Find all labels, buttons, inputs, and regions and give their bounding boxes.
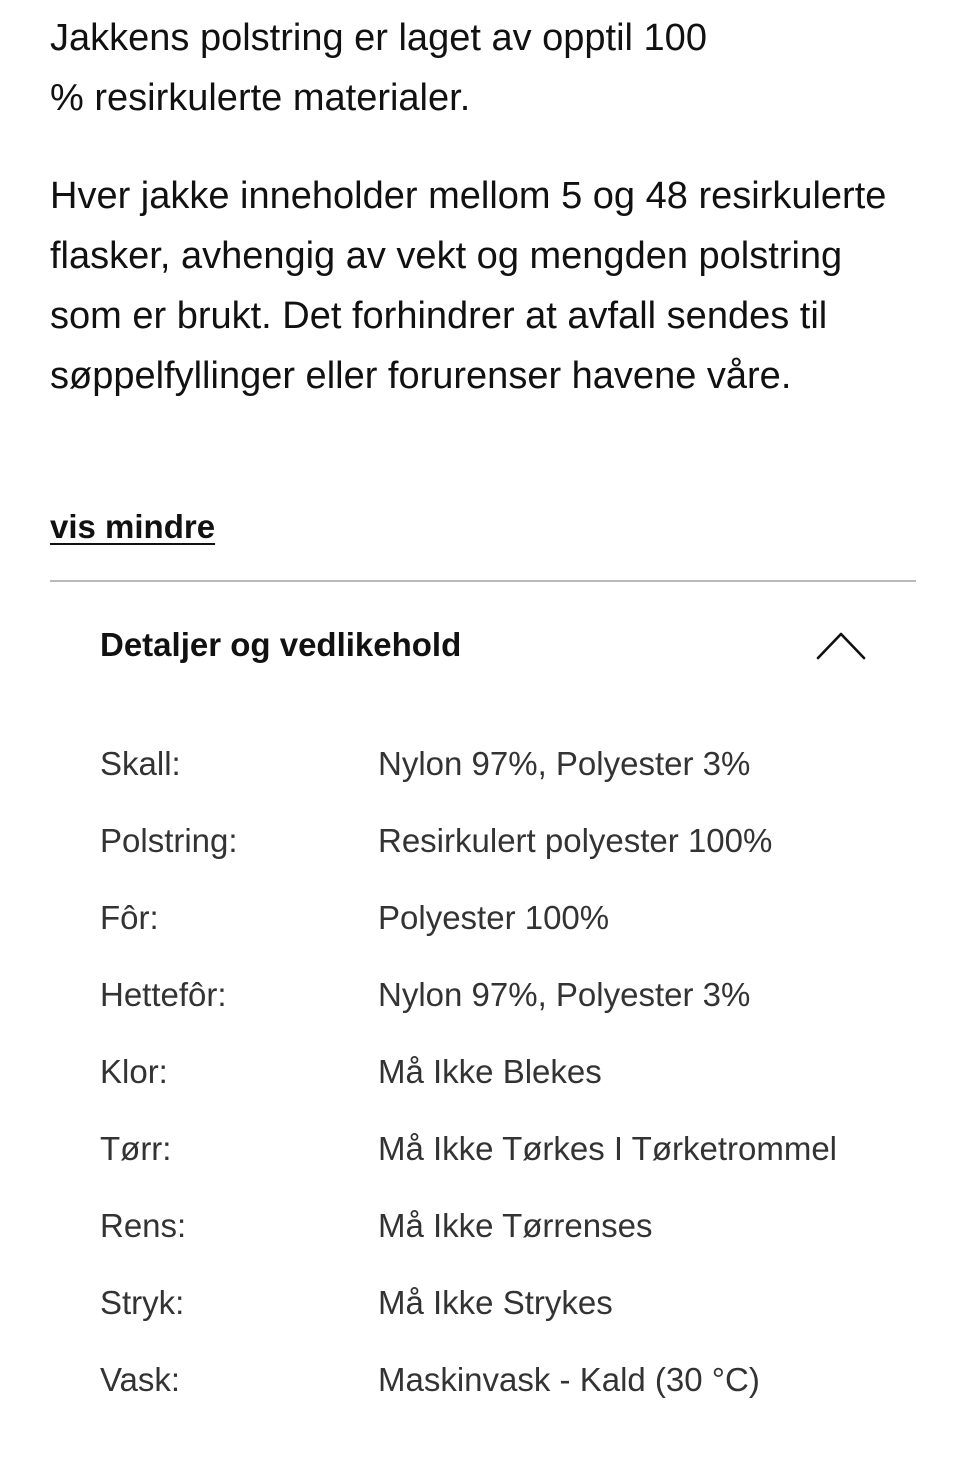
details-label: Klor: — [100, 1053, 168, 1090]
details-row — [100, 1354, 920, 1406]
product-description — [50, 8, 920, 406]
details-value: Nylon 97%, Polyester 3% — [378, 745, 751, 782]
details-value: Må Ikke Tørkes I Tørketrommel — [378, 1130, 838, 1167]
details-value: Må Ikke Tørrenses — [378, 1207, 653, 1244]
details-table — [100, 738, 920, 1431]
details-row — [100, 815, 920, 867]
details-row — [100, 1277, 920, 1329]
details-row — [100, 738, 920, 790]
show-less-link[interactable]: vis mindre — [50, 508, 216, 545]
details-value: Polyester 100% — [378, 899, 610, 936]
description-paragraph-2: Hver jakke inneholder mellom 5 og 48 resirkulerte flasker, avhengig av vekt og mengden polstring som er brukt. Det forhindrer at avfall sendes til søppelfyllinger eller forurenser havene våre. — [50, 175, 887, 397]
section-divider — [50, 580, 916, 582]
chevron-up-icon — [815, 628, 867, 662]
details-value: Må Ikke Strykes — [378, 1284, 613, 1321]
details-value: Må Ikke Blekes — [378, 1053, 602, 1090]
accordion-title: Detaljer og vedlikehold — [100, 626, 462, 663]
details-row — [100, 892, 920, 944]
details-row — [100, 969, 920, 1021]
details-care-accordion-toggle[interactable] — [50, 600, 916, 696]
details-value: Nylon 97%, Polyester 3% — [378, 976, 751, 1013]
details-label: Rens: — [100, 1207, 187, 1244]
details-row — [100, 1123, 920, 1175]
details-row — [100, 1046, 920, 1098]
details-value: Maskinvask - Kald (30 °C) — [378, 1361, 760, 1398]
details-label: Stryk: — [100, 1284, 185, 1321]
details-label: Vask: — [100, 1361, 181, 1398]
details-row — [100, 1200, 920, 1252]
description-paragraph-1: Jakkens polstring er laget av opptil 100 % resirkulerte materialer. — [50, 17, 707, 119]
details-label: Tørr: — [100, 1130, 172, 1167]
details-label: Polstring: — [100, 822, 238, 859]
details-label: Hettefôr: — [100, 976, 227, 1013]
details-value: Resirkulert polyester 100% — [378, 822, 773, 859]
details-label: Fôr: — [100, 899, 159, 936]
details-label: Skall: — [100, 745, 181, 782]
